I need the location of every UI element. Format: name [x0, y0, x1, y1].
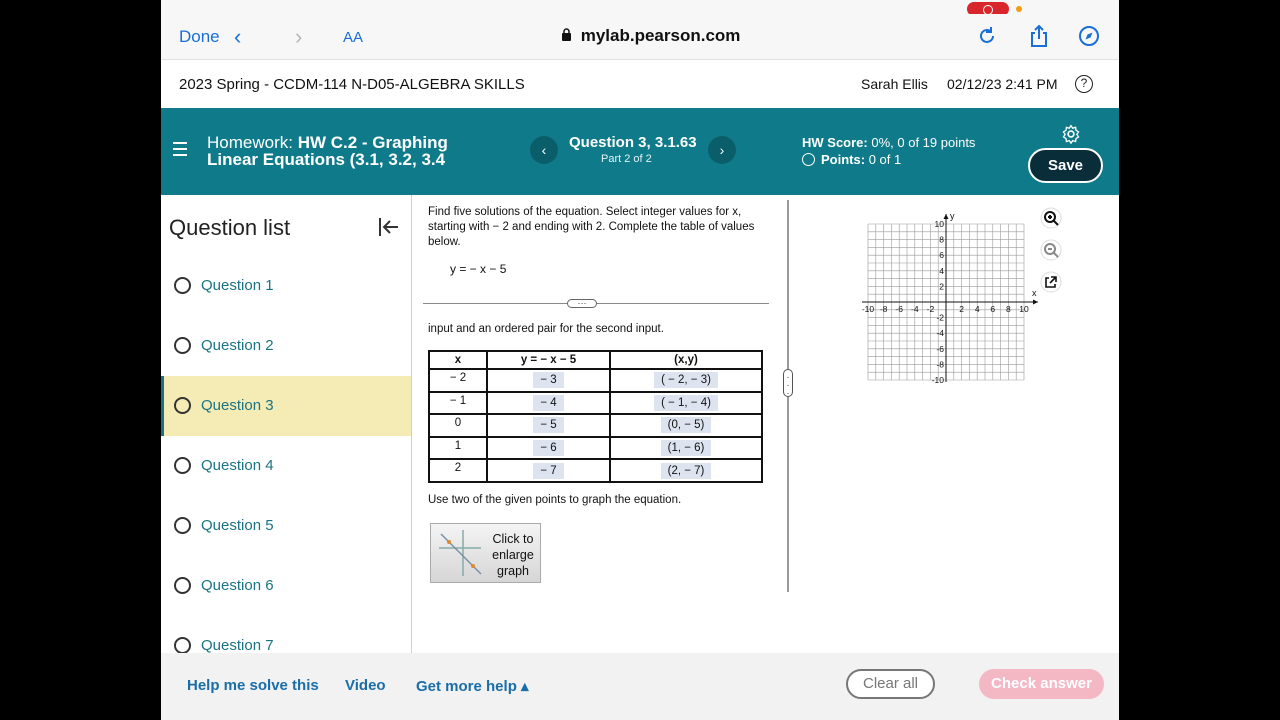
homework-bar	[161, 108, 1119, 195]
y-answer-field[interactable]: − 3	[533, 372, 563, 388]
lock-icon	[561, 28, 572, 41]
question-list-header: Question list	[169, 215, 291, 240]
equation: y = − x − 5	[450, 262, 507, 276]
status-bar	[161, 0, 1119, 14]
y-cell	[487, 392, 610, 415]
browser-toolbar	[161, 14, 1119, 60]
y-answer-field[interactable]: − 6	[533, 440, 563, 456]
x-value: 0	[429, 414, 487, 437]
question-list-item-6[interactable]	[161, 556, 412, 616]
y-tick-label: 6	[939, 250, 944, 261]
question-list-item-1[interactable]	[161, 256, 412, 316]
y-cell	[487, 459, 610, 482]
text-size-button[interactable]: AA	[343, 29, 364, 46]
homework-name-line1: HW C.2 - Graphing	[297, 133, 448, 152]
mic-indicator	[1016, 6, 1022, 12]
table-header-row	[429, 351, 762, 369]
table-row	[429, 414, 762, 437]
pair-answer-field[interactable]: (2, − 7)	[661, 463, 712, 479]
next-question-button[interactable]: ›	[708, 136, 736, 164]
x-value: − 1	[429, 392, 487, 415]
pair-cell	[610, 414, 762, 437]
status-circle-icon	[174, 277, 191, 294]
status-circle-icon	[174, 457, 191, 474]
compass-icon[interactable]	[1077, 24, 1101, 48]
done-button[interactable]: Done	[179, 27, 220, 46]
points-circle-icon	[802, 153, 815, 166]
column-header-x: x	[429, 351, 487, 369]
y-tick-label: 10	[934, 219, 944, 229]
pair-cell	[610, 437, 762, 460]
x-tick-label: -8	[879, 304, 888, 314]
table-row	[429, 392, 762, 415]
get-more-help-link[interactable]: Get more help ▴	[416, 678, 529, 695]
graph-thumbnail-icon	[435, 528, 485, 578]
question-list-item-label: Question 3	[201, 397, 274, 414]
question-part: Part 2 of 2	[601, 153, 652, 165]
enlarge-graph-label: Click to enlarge graph	[492, 532, 534, 578]
help-icon[interactable]: ?	[1075, 75, 1093, 93]
collapse-panel-icon[interactable]	[377, 215, 401, 239]
hw-score-value: 0%, 0 of 19 points	[871, 135, 976, 150]
question-list-item-label: Question 6	[201, 577, 274, 594]
partial-instruction: input and an ordered pair for the second input.	[428, 323, 664, 335]
y-cell	[487, 437, 610, 460]
zoom-out-icon[interactable]	[1040, 239, 1062, 261]
course-title: 2023 Spring - CCDM-114 N-D05-ALGEBRA SKILLS	[179, 76, 525, 93]
check-answer-button[interactable]: Check answer	[979, 669, 1104, 699]
hw-score-label: HW Score:	[802, 135, 868, 150]
question-list-item-label: Question 2	[201, 337, 274, 354]
x-value: − 2	[429, 369, 487, 392]
pair-answer-field[interactable]: (1, − 6)	[661, 440, 712, 456]
question-list-panel	[161, 195, 412, 653]
save-button[interactable]: Save	[1028, 148, 1103, 183]
y-tick-label: -2	[936, 312, 944, 323]
help-me-solve-link[interactable]: Help me solve this	[187, 677, 319, 694]
address-bar[interactable]	[561, 26, 740, 46]
question-instructions: Find five solutions of the equation. Select integer values for x, starting with − 2 and ending with 2. Complete the table of values below.	[428, 206, 755, 248]
question-list-item-7[interactable]	[161, 616, 412, 653]
graph-instruction: Use two of the given points to graph the equation.	[428, 494, 682, 506]
user-name: Sarah Ellis	[861, 76, 928, 92]
x-tick-label: -6	[895, 304, 903, 314]
pair-answer-field[interactable]: ( − 2, − 3)	[654, 372, 718, 388]
y-cell	[487, 369, 610, 392]
homework-title	[207, 134, 448, 168]
footer-bar	[161, 653, 1119, 720]
y-cell	[487, 414, 610, 437]
previous-question-button[interactable]: ‹	[530, 136, 558, 164]
y-tick-label: -4	[936, 328, 944, 339]
y-answer-field[interactable]: − 5	[533, 417, 563, 433]
values-table	[428, 350, 763, 483]
x-tick-label: 4	[974, 304, 980, 314]
question-list-item-5[interactable]	[161, 496, 412, 556]
y-answer-field[interactable]: − 7	[533, 463, 563, 479]
status-circle-icon	[174, 577, 191, 594]
question-list-item-label: Question 1	[201, 277, 274, 294]
open-external-icon[interactable]	[1040, 271, 1062, 293]
zoom-in-icon[interactable]	[1040, 207, 1062, 229]
homework-name-line2: Linear Equations (3.1, 3.2, 3.4	[207, 150, 446, 169]
course-header	[161, 60, 1119, 108]
clear-all-button[interactable]: Clear all	[846, 669, 935, 699]
date-time: 02/12/23 2:41 PM	[947, 76, 1058, 92]
y-axis-arrow	[944, 214, 949, 219]
pair-cell	[610, 369, 762, 392]
splitter-handle[interactable]: · · ·	[783, 369, 793, 397]
column-header-pair: (x,y)	[610, 351, 762, 369]
video-link[interactable]: Video	[345, 677, 386, 694]
x-tick-label: -10	[861, 304, 875, 314]
pair-cell	[610, 392, 762, 415]
share-icon[interactable]	[1027, 24, 1051, 48]
gear-icon[interactable]	[1061, 124, 1081, 144]
pair-cell	[610, 459, 762, 482]
y-answer-field[interactable]: − 4	[533, 395, 563, 411]
pair-answer-field[interactable]: (0, − 5)	[661, 417, 712, 433]
ipad-screen	[161, 0, 1119, 720]
x-tick-label: 2	[959, 304, 964, 314]
homework-prefix: Homework:	[207, 133, 293, 152]
forward-arrow-icon[interactable]: ›	[295, 24, 303, 49]
status-circle-icon	[174, 517, 191, 534]
y-tick-label: 2	[939, 281, 944, 292]
points-value: 0 of 1	[868, 152, 902, 167]
y-tick-label: -6	[936, 343, 944, 354]
y-tick-label: 8	[939, 234, 944, 245]
x-axis-arrow	[1033, 300, 1038, 305]
x-value: 2	[429, 459, 487, 482]
y-tick-label: -10	[931, 375, 944, 385]
url-text: mylab.pearson.com	[580, 26, 741, 45]
x-tick-label: 6	[990, 304, 996, 314]
x-tick-label: 10	[1019, 304, 1029, 314]
question-list-item-2[interactable]	[161, 316, 412, 376]
enlarge-graph-button[interactable]	[430, 523, 541, 583]
table-row	[429, 369, 762, 392]
x-value: 1	[429, 437, 487, 460]
y-tick-label: 4	[939, 265, 944, 276]
question-list-item-3[interactable]	[161, 376, 412, 436]
back-arrow-icon[interactable]: ‹	[234, 24, 242, 49]
x-axis-label: x	[1032, 288, 1037, 298]
points	[802, 152, 901, 167]
column-header-y: y = − x − 5	[487, 351, 610, 369]
pair-answer-field[interactable]: ( − 1, − 4)	[654, 395, 718, 411]
question-list-item-label: Question 4	[201, 457, 274, 474]
question-area	[413, 195, 1119, 653]
status-circle-icon	[174, 637, 191, 653]
coordinate-graph[interactable]	[860, 205, 1040, 385]
question-number: Question 3, 3.1.63	[569, 134, 697, 151]
question-list-item-4[interactable]	[161, 436, 412, 496]
expand-dots-button[interactable]: ···	[567, 299, 597, 308]
x-tick-label: -2	[926, 304, 935, 314]
table-row	[429, 437, 762, 460]
menu-icon[interactable]	[173, 142, 187, 160]
question-list-item-label: Question 5	[201, 517, 274, 534]
points-label: Points:	[821, 152, 866, 167]
y-tick-label: -8	[936, 359, 944, 370]
reload-icon[interactable]	[975, 24, 999, 48]
status-circle-icon	[174, 337, 191, 354]
x-tick-label: -4	[911, 304, 919, 314]
hw-score	[802, 135, 975, 150]
y-axis-label: y	[950, 211, 955, 221]
table-row	[429, 459, 762, 482]
question-list-item-label: Question 7	[201, 637, 274, 653]
status-circle-icon	[174, 397, 191, 414]
x-tick-label: 8	[1006, 304, 1011, 314]
